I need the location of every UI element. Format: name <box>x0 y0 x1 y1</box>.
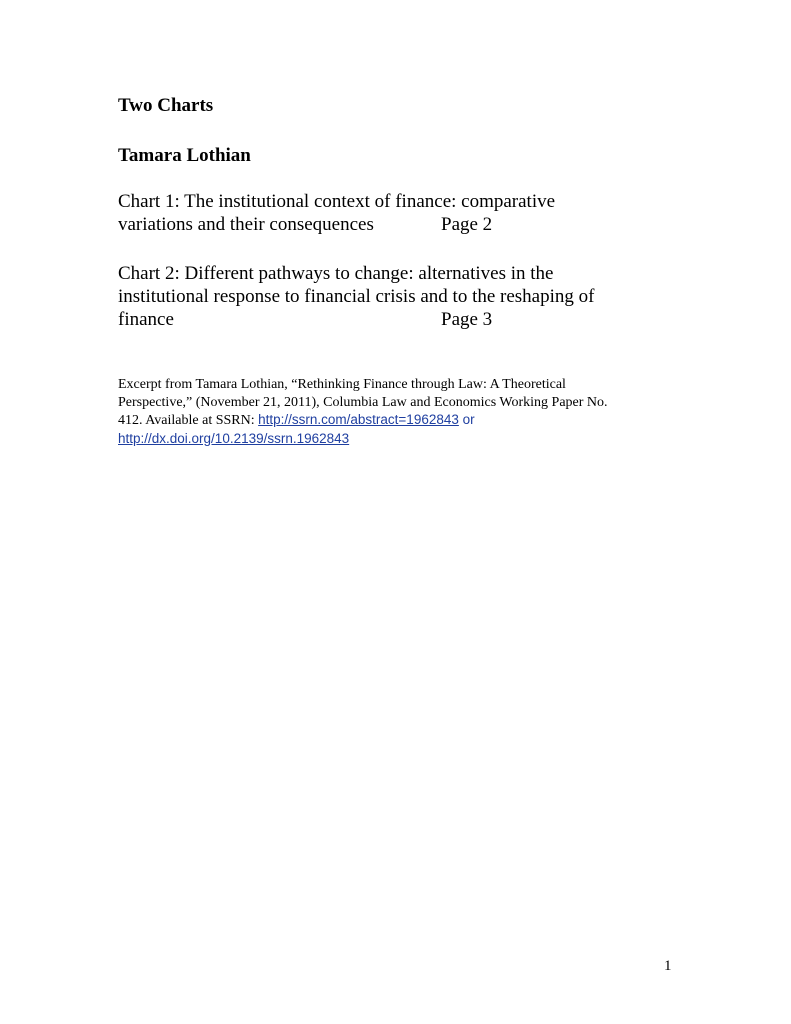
toc-entry-line: institutional response to financial crisis and to the reshaping of <box>118 286 595 307</box>
toc-page-reference: Page 3 <box>441 309 493 330</box>
toc-entry-chart-1 <box>118 190 678 236</box>
citation-line: Perspective,” (November 21, 2011), Columbia Law and Economics Working Paper No. <box>118 394 608 410</box>
toc-entry-chart-2 <box>118 262 678 331</box>
doi-link[interactable]: http://dx.doi.org/10.2139/ssrn.1962843 <box>118 430 350 446</box>
toc-entry-line: variations and their consequences <box>118 214 374 235</box>
citation-connector: or <box>458 412 475 427</box>
toc-entry-line: Chart 2: Different pathways to change: alternatives in the <box>118 263 554 284</box>
toc-entry-line: finance <box>118 309 174 330</box>
citation-line: Excerpt from Tamara Lothian, “Rethinking Finance through Law: A Theoretical <box>118 377 566 392</box>
toc-entry-line: Chart 1: The institutional context of finance: comparative <box>118 191 556 212</box>
ssrn-link[interactable]: http://ssrn.com/abstract=1962843 <box>258 412 459 427</box>
document-title: Two Charts <box>118 95 214 116</box>
page-number: 1 <box>664 958 672 974</box>
toc-page-reference: Page 2 <box>441 214 493 235</box>
citation-line: 412. Available at SSRN: <box>118 413 259 428</box>
excerpt-citation <box>118 376 678 448</box>
document-author: Tamara Lothian <box>118 145 251 166</box>
